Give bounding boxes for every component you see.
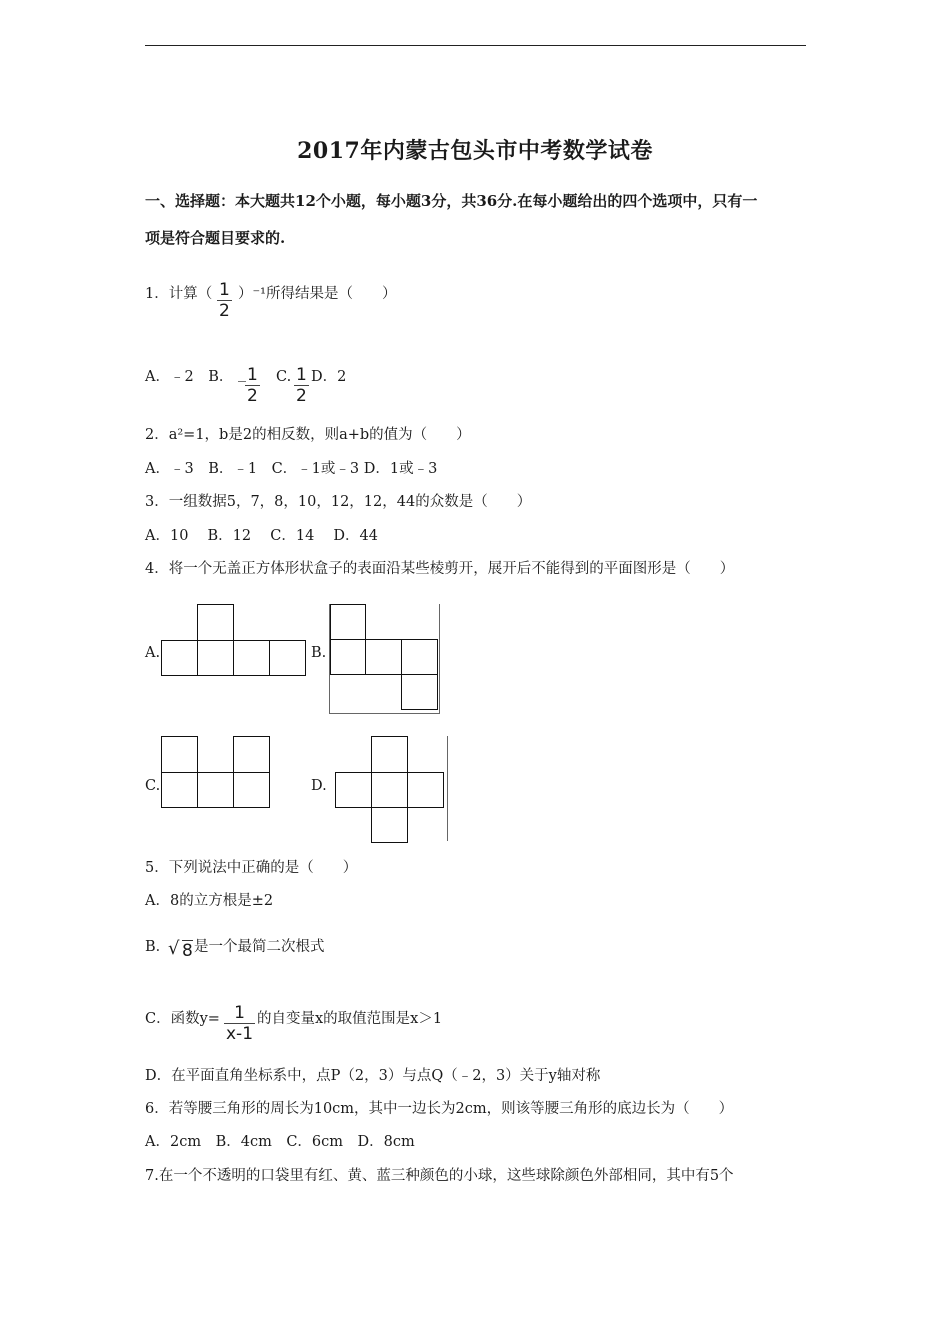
q1-opt-c-den: 2: [296, 386, 307, 406]
q5-opt-c-fraction: [224, 1003, 255, 1044]
q5-opt-c-suffix: 的自变量x的取值范围是x＞1: [257, 1011, 443, 1027]
net-b-square-2: [365, 639, 402, 675]
q5-opt-b-radicand: 8: [182, 941, 193, 961]
q1-frac-num: 1: [219, 280, 230, 300]
net-d-square-3: [407, 772, 444, 808]
q1-opt-c-num: 1: [296, 365, 307, 385]
section-heading-line1: 一、选择题：本大题共12个小题，每小题3分，共36分.在每小题给出的四个选项中，只有一: [145, 192, 758, 210]
q4-stem: 4．将一个无盖正方体形状盒子的表面沿某些棱剪开，展开后不能得到的平面图形是（ ）: [145, 561, 735, 577]
net-d-square-2: [371, 772, 408, 808]
net-d-square-bottom: [371, 807, 408, 843]
net-a-square-3: [233, 640, 270, 676]
q3-options: A．10 B．12 C．14 D．44: [145, 528, 378, 544]
q1-opt-d: D．2: [311, 369, 347, 385]
header-rule: [145, 45, 806, 46]
q1-options-ab: A．﹣2 B．: [145, 369, 234, 385]
net-b-square-top: [330, 604, 366, 640]
q4-label-d: D.: [311, 778, 327, 794]
q4-label-a: A.: [145, 645, 161, 661]
net-b-square-1: [330, 639, 366, 675]
q1-opt-c-fraction: [294, 365, 309, 406]
q4-label-c: C.: [145, 778, 161, 794]
section-heading-line2: 项是符合题目要求的.: [145, 229, 286, 247]
net-a-square-4: [269, 640, 306, 676]
q1-opt-b-den: 2: [247, 386, 258, 406]
net-c-square-2: [197, 772, 234, 808]
q5-opt-c-prefix: C．函数y=: [145, 1011, 220, 1027]
q5-opt-b-prefix: B．: [145, 939, 171, 955]
q5-opt-d: D．在平面直角坐标系中，点P（2，3）与点Q（﹣2，3）关于y轴对称: [145, 1068, 601, 1084]
q5-opt-c-num: 1: [224, 1003, 255, 1024]
net-d-square-top: [371, 736, 408, 773]
net-b-frame-right: [439, 604, 440, 714]
page-title: 2017年内蒙古包头市中考数学试卷: [297, 138, 653, 164]
q1-opt-b-fraction: [245, 365, 260, 406]
q1-opt-b-num: 1: [247, 365, 258, 385]
q6-options: A．2cm B．4cm C．6cm D．8cm: [145, 1134, 415, 1150]
net-d-frame-right: [447, 736, 448, 841]
net-c-square-top-left: [161, 736, 198, 773]
q2-options: A．﹣3 B．﹣1 C．﹣1或﹣3 D．1或﹣3: [145, 461, 438, 477]
q7-stem: 7.在一个不透明的口袋里有红、黄、蓝三种颜色的小球，这些球除颜色外部相同，其中有5个: [145, 1168, 734, 1184]
q5-opt-c-den: x-1: [226, 1024, 254, 1044]
net-b-square-3: [401, 639, 438, 675]
net-a-square-top: [197, 604, 234, 641]
net-a-square-2: [197, 640, 234, 676]
q1-opt-c-label: C.: [276, 369, 292, 385]
q1-prefix: 1．计算（: [145, 286, 213, 302]
q4-label-b: B.: [311, 645, 327, 661]
q1-stem: [145, 284, 212, 304]
net-d-square-1: [335, 772, 372, 808]
net-b-frame-bottom: [329, 713, 440, 714]
net-c-square-3: [233, 772, 270, 808]
q2-stem: 2．a²=1，b是2的相反数，则a+b的值为（ ）: [145, 427, 471, 443]
sqrt-icon: √: [168, 938, 180, 959]
net-c-square-top-right: [233, 736, 270, 773]
net-a-square-1: [161, 640, 198, 676]
q3-stem: 3．一组数据5，7，8，10，12，12，44的众数是（ ）: [145, 494, 532, 510]
q1-fraction: [217, 280, 232, 321]
q1-frac-den: 2: [219, 301, 230, 321]
q6-stem: 6．若等腰三角形的周长为10cm，其中一边长为2cm，则该等腰三角形的底边长为（ ）: [145, 1101, 734, 1117]
q1-suffix: ）⁻¹所得结果是（ ）: [238, 286, 397, 302]
q5-opt-b-suffix: 是一个最简二次根式: [194, 939, 325, 955]
q1-opt-b-sign: _: [238, 363, 246, 382]
q5-opt-a: A．8的立方根是±2: [145, 893, 274, 909]
net-c-square-1: [161, 772, 198, 808]
q5-stem: 5．下列说法中正确的是（ ）: [145, 860, 358, 876]
net-b-square-bottom: [401, 674, 438, 710]
